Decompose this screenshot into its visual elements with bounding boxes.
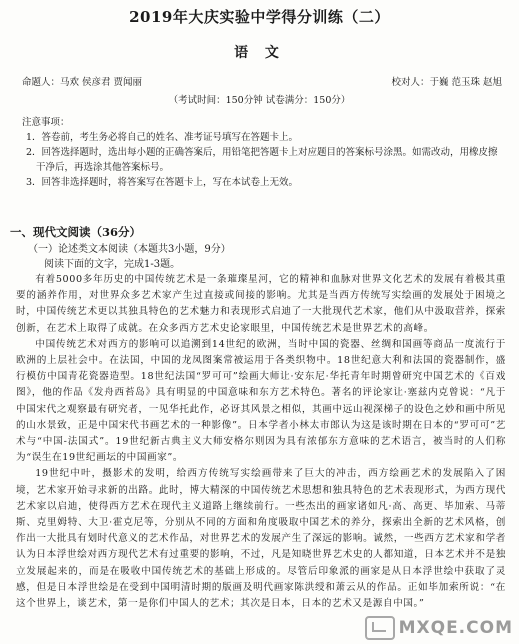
- exam-title: 2019年大庆实验中学得分训练（二）: [129, 8, 390, 26]
- note-item-1: 1．答卷前，考生务必将自己的姓名、准考证号填写在答题卡上。: [26, 132, 299, 143]
- subject-title: 语 文: [234, 45, 285, 61]
- passage-body: [16, 272, 506, 612]
- passage-paragraph-1: 有着5000多年历史的中国传统艺术是一条璀璨星河，它的精神和血脉对世界文化艺术的发展有着极其重要的涵养作用，对世界众多艺术家产生过直接或间接的影响。尤其是当西方传统写实绘画的发展处于困境之时，中国传统艺术更以其独具特色的艺术魅力和表现形式启迪了一大批现代艺术家，他们从中汲取营养，探索创新，在艺术上取得了成就。在众多西方艺术史论家眼里，中国传统艺术是世界艺术的高峰。: [16, 274, 506, 334]
- watermark-logo-icon: [365, 616, 395, 640]
- authors-text: 命题人：马欢 侯彦君 贾闻丽: [22, 77, 143, 88]
- site-watermark: [365, 616, 513, 640]
- passage-paragraph-2: 中国传统艺术对西方的影响可以追溯到14世纪的欧洲，当时中国的瓷器、丝绸和国画等商品一度流行于欧洲的上层社会中。在法国，中国的龙凤图案常被运用于各类织物中。18世纪意大利和法国的瓷器制作，盛行模仿中国青花瓷器造型。18世纪法国“罗可可”绘画大师让·安东尼·华托青年时期曾研究中国艺术的《百戏图》，他的作品《发舟西苔岛》具有明显的中国意味和东方艺术特色。著名的评论家让·塞兹内克曾说：“凡于中国宋代之观察最有研究者，一见华托此作，必讶其风景之相似，其画中远山视深梯子的设色之妙和画中所见的山水景致，正是中国宋代书画艺术的一种影像”。日本学者小林太市郎认为这是该时期在日本的“罗可可”艺术与“中国-法国式”。19世纪新古典主义大师安格尔则因为具有浓郁东方意味的艺术语言，被当时的人们称为“误生在19世纪画坛的中国画家”。: [16, 338, 506, 464]
- section-heading: 一、现代文阅读（36分）: [10, 225, 142, 239]
- exam-info: （考试时间：150分钟 试卷满分：150分）: [168, 95, 351, 106]
- reviewers-text: 校对人：于巍 范玉珠 赵旭: [391, 77, 502, 88]
- note-item-3: 3．回答非选择题时，将答案写在答题卡上，写在本试卷上无效。: [26, 177, 299, 188]
- note-item-2: 2．回答选择题时，选出每小题的正确答案后，用铅笔把答题卡上对应题目的答案标号涂黑。如需改动，用橡皮擦: [26, 147, 498, 158]
- passage-paragraph-3: 19世纪中叶，摄影术的发明，给西方传统写实绘画带来了巨大的冲击，西方绘画艺术的发展陷入了困境，艺术家开始寻求新的出路。此时，博大精深的中国传统艺术思想和独具特色的艺术表现形式，为西方现代艺术家以启迪，使得西方艺术在现代主义道路上继续前行。一些杰出的画家诸如凡·高、高更、毕加索、马蒂斯、克里姆特、大卫·霍克尼等，分别从不同的方面和角度吸取中国艺术的养分，探索出全新的艺术风格，创作出一大批具有划时代意义的艺术作品，对世界艺术的发展产生了深远的影响。诚然，一些西方艺术家和学者认为日本浮世绘对西方现代艺术有过重要的影响，不过，凡是知晓世界艺术史的人都知道，日本艺术并不是独立发展起来的，而是在吸收中国传统艺术的基础上形成的。尽管后印象派的画家是从日本浮世绘中获取了灵感，但是日本浮世绘是在受到中国明清时期的版画及明代画家陈洪绶和萧云从的作品。正如毕加索所说：“在这个世界上，谈艺术，第一是你们中国人的艺术；其次是日本，日本的艺术又是源自中国。”: [16, 468, 506, 610]
- notes-heading: 注意事项：: [22, 117, 70, 128]
- subsection-heading: （一）论述类文本阅读（本题共3小题，9分）: [28, 244, 231, 255]
- notes-block: [22, 115, 502, 190]
- reading-instruction: 阅读下面的文字，完成1-3题。: [44, 259, 181, 270]
- watermark-text: MXQE.COM: [398, 618, 513, 638]
- staff-line: [22, 74, 502, 88]
- note-item-2-continued: 干净后，再选涂其他答案标号。: [36, 162, 170, 173]
